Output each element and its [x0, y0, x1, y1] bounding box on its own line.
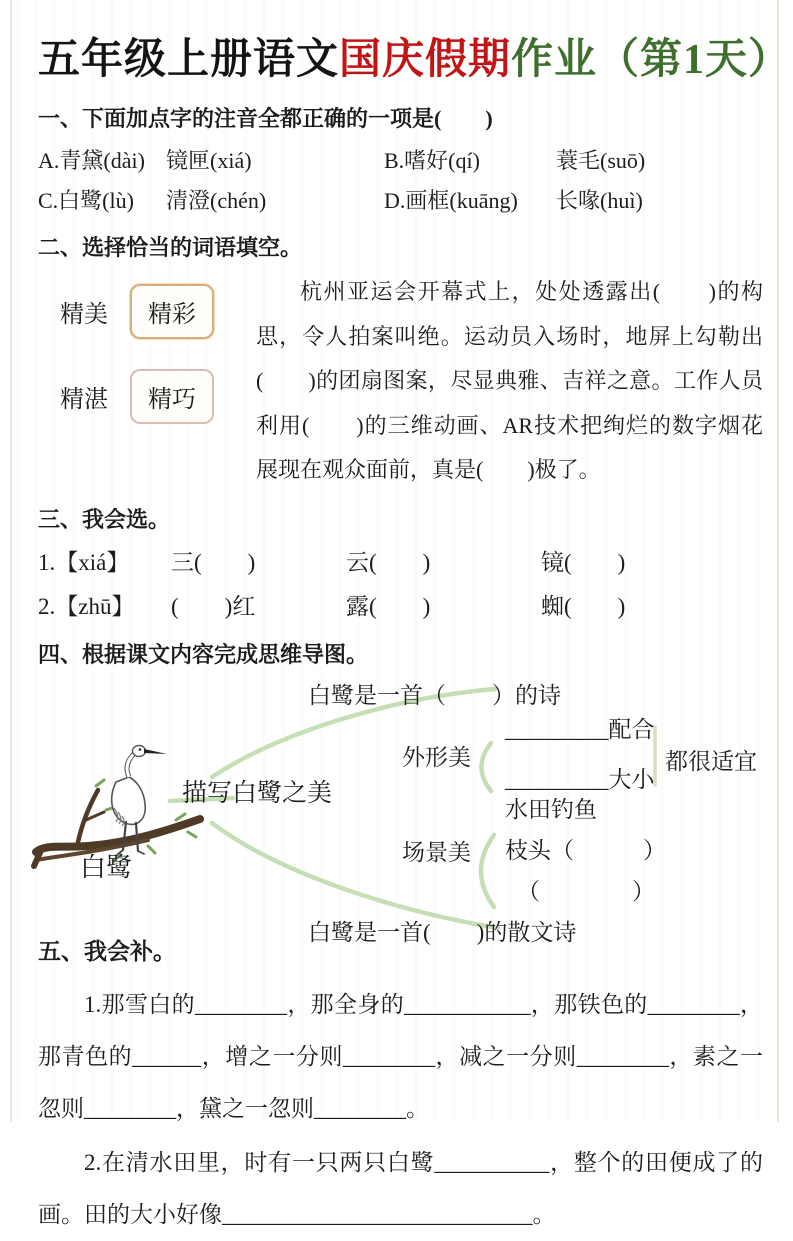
option-d1: D.画框(kuāng): [384, 188, 518, 213]
branch-scene-item-1: 水田钓鱼: [505, 796, 597, 822]
section1-heading: 一、下面加点字的注音全都正确的一项是( ): [38, 106, 493, 131]
option-a1: A.青黛(dài): [38, 148, 145, 173]
blank-jing: 镜( ): [541, 549, 626, 575]
section3-row-2: [38, 586, 763, 628]
egret-caption: 白鹭: [80, 852, 133, 882]
branch-scene-item-2: 枝头（ ）: [505, 837, 666, 863]
branch-scene-label: 场景美: [402, 839, 471, 865]
word-jingmei: 精美: [60, 302, 108, 328]
word-bank: [38, 270, 256, 493]
word-bank-row-2: [60, 369, 256, 424]
title-homework-part: 作业（第1天）: [511, 37, 792, 83]
branch-appearance-result: 都很适宜: [665, 748, 757, 774]
branch-appearance-label: 外形美: [402, 744, 471, 770]
option-c2: 清澄(chén): [166, 188, 267, 213]
fill-blank-paragraph: 杭州亚运会开幕式上，处处透露出( )的构思，令人拍案叫绝。运动员入场时，地屏上勾勒出( )的团扇图案，尽显典雅、吉祥之意。工作人员利用( )的三维动画、AR技术把绚烂的数字烟花展现在观众面前，真是( )极了。: [256, 279, 763, 482]
pinyin-prompt-xia: 1.【xiá】: [38, 549, 130, 575]
branch-appearance-blank-2: _________大小: [505, 766, 655, 792]
section5-heading: 五、我会补。: [38, 938, 176, 964]
option-a2: 镜匣(xiá): [166, 148, 252, 173]
section5-heading-row: [38, 933, 763, 969]
section2-heading: 二、选择恰当的词语填空。: [38, 235, 303, 260]
option-d2: 长喙(huì): [556, 188, 643, 213]
branch-appearance-blank-1: _________配合: [505, 716, 655, 742]
section3-heading: 三、我会选。: [38, 506, 171, 532]
blank-lu: 露( ): [346, 593, 431, 619]
option-b1: B.嗜好(qí): [384, 148, 480, 173]
branch-scene-item-3: （ ）: [517, 878, 655, 904]
section1-option-row-c: [38, 181, 763, 221]
word-bank-row-1: [60, 284, 256, 339]
mindmap: [0, 677, 793, 945]
blank-zhi: 蜘( ): [541, 593, 626, 619]
word-jingcai-box: 精彩: [130, 284, 214, 339]
blank-san: 三( ): [171, 549, 256, 575]
section4-heading: 四、根据课文内容完成思维导图。: [38, 641, 369, 667]
blank-hong: ( )红: [171, 593, 256, 619]
title-holiday-part: 国庆假期: [339, 37, 512, 83]
title-grade-part: 五年级上册语文: [38, 37, 340, 83]
word-jingzhan: 精湛: [60, 387, 108, 413]
mindmap-center-node: 描写白鹭之美: [182, 779, 333, 807]
option-c1: C.白鹭(lù): [38, 188, 134, 213]
page-title: [38, 26, 792, 86]
blank-yun: 云( ): [346, 549, 431, 575]
mindmap-top-line: 白鹭是一首（ ）的诗: [308, 682, 561, 708]
mindmap-bottom-line: 白鹭是一首( )的散文诗: [308, 919, 577, 945]
section1-option-row-a: [38, 141, 763, 181]
section5-paragraph-1: 1.那雪白的________，那全身的___________，那铁色的________，那青色的______，增之一分则________，减之一分则________，素之一忽则________，黛之一忽则________。: [38, 991, 763, 1121]
option-b2: 蓑毛(suō): [556, 148, 646, 173]
section3-row-1: [38, 542, 763, 584]
section2-body: [38, 270, 763, 493]
word-jingqiao-box: 精巧: [130, 369, 214, 424]
section5-paragraph-2: 2.在清水田里，时有一只两只白鹭__________，整个的田便成了的画。田的大小好像___________________________。: [38, 1149, 763, 1227]
pinyin-prompt-zhu: 2.【zhū】: [38, 593, 135, 619]
